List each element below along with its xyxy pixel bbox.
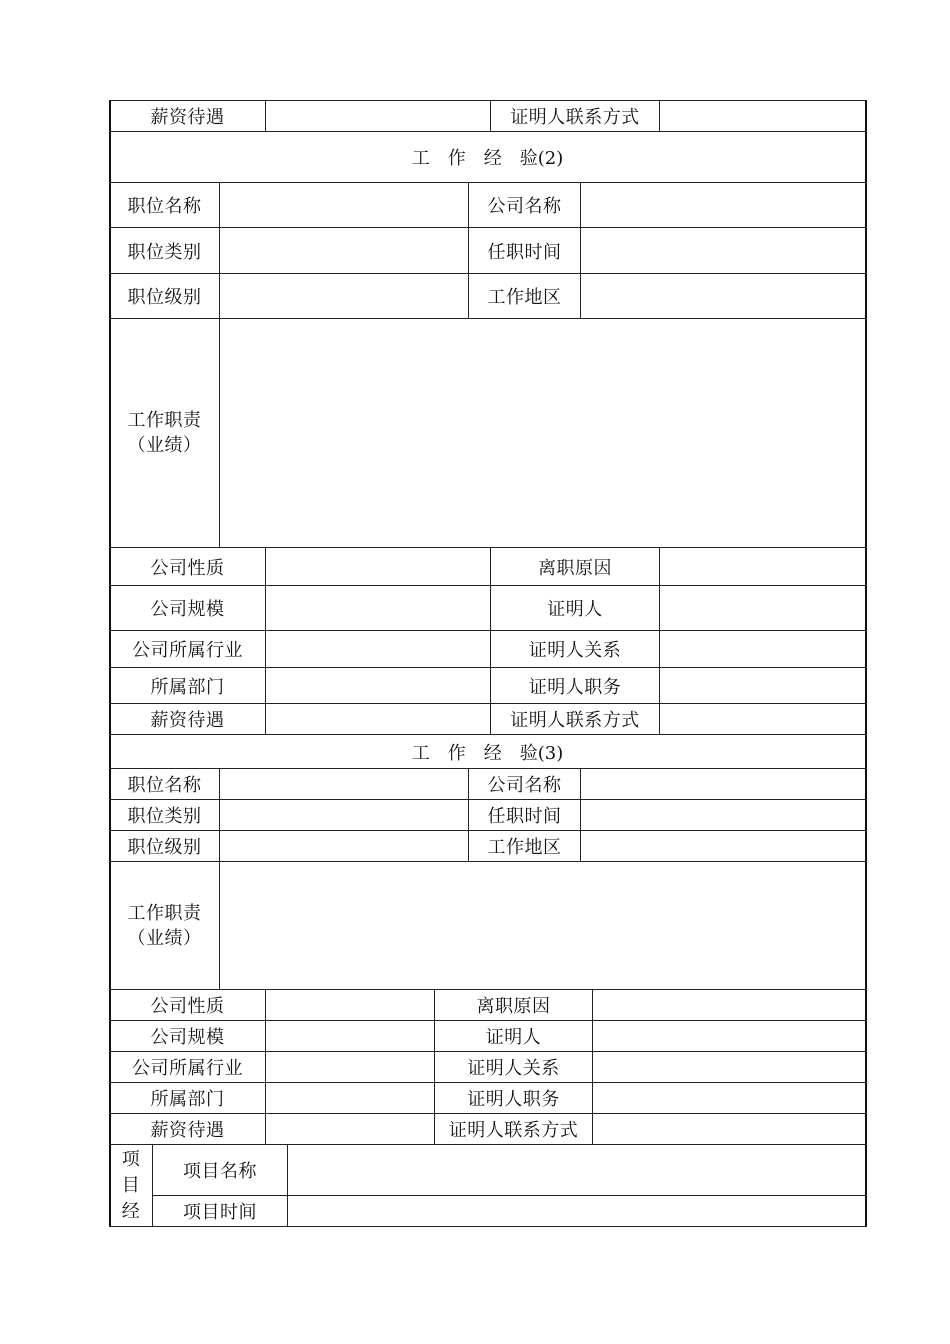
company-name-label: 公司名称 [487,775,562,796]
referee-contact-field[interactable] [660,101,865,131]
position-level-label: 职位级别 [127,837,202,858]
company-size-label: 公司规模 [150,1027,225,1048]
industry-field[interactable] [266,631,490,667]
company-nature-field[interactable] [266,990,434,1020]
project-name-field[interactable] [288,1145,865,1195]
salary-value-field[interactable] [266,101,490,131]
referee-contact-label: 证明人联系方式 [510,710,640,731]
duties-label-line1: 工作职责 [127,902,202,924]
referee-contact-label: 证明人联系方式 [448,1120,579,1141]
section-title-char: 作 [447,148,466,169]
department-label: 所属部门 [150,1089,225,1110]
leaving-reason-label: 离职原因 [476,996,551,1017]
company-name-field[interactable] [581,769,865,799]
tenure-field[interactable] [581,228,865,273]
side-char: 项 [121,1148,141,1170]
company-nature-field[interactable] [266,548,490,585]
position-name-label: 职位名称 [127,775,202,796]
salary-label: 薪资待遇 [150,1120,225,1141]
section-title-char: 工 [411,742,430,764]
tenure-field[interactable] [581,800,865,830]
company-size-field[interactable] [266,586,490,630]
referee-label: 证明人 [485,1027,542,1048]
company-name-label: 公司名称 [487,196,562,217]
company-nature-label: 公司性质 [150,996,225,1017]
department-field[interactable] [266,668,490,703]
referee-relation-field[interactable] [660,631,865,667]
industry-label: 公司所属行业 [132,640,243,661]
referee-title-label: 证明人职务 [528,676,622,698]
industry-field[interactable] [266,1052,434,1082]
work-region-field[interactable] [581,831,865,861]
leaving-reason-field[interactable] [660,548,865,585]
project-experience-side-label [110,1145,152,1226]
section-title-char: 工 [411,148,430,169]
referee-title-field[interactable] [593,1083,865,1113]
position-level-field[interactable] [220,274,468,318]
section-title-char: 经 [483,148,502,169]
position-name-field[interactable] [220,769,468,799]
section-title-work-experience-2 [110,132,865,182]
salary-field[interactable] [266,704,490,734]
referee-contact-field[interactable] [660,704,865,734]
duties-label-line2: （业绩） [127,435,202,456]
referee-title-label: 证明人职务 [467,1089,560,1110]
section-title-char: 作 [447,742,466,764]
position-category-label: 职位类别 [127,806,202,827]
tenure-label: 任职时间 [487,241,562,263]
section-title-char: 经 [483,742,502,764]
duties-label-line1: 工作职责 [127,410,202,431]
work-region-field[interactable] [581,274,865,318]
side-char: 目 [121,1174,141,1196]
position-level-label: 职位级别 [127,287,202,308]
position-name-field[interactable] [220,183,468,227]
referee-field[interactable] [593,1021,865,1051]
leaving-reason-field[interactable] [593,990,865,1020]
side-char: 经 [121,1200,141,1222]
leaving-reason-label: 离职原因 [538,557,612,579]
duties-label [110,862,219,989]
tenure-label: 任职时间 [487,806,562,827]
industry-label: 公司所属行业 [132,1058,243,1079]
company-size-field[interactable] [266,1021,434,1051]
department-field[interactable] [266,1083,434,1113]
referee-contact-field[interactable] [593,1114,865,1144]
table-right-border [865,100,867,1227]
company-size-label: 公司规模 [150,599,225,620]
project-time-label: 项目时间 [183,1202,257,1223]
duties-field[interactable] [220,862,865,989]
referee-relation-label: 证明人关系 [467,1058,560,1079]
position-category-field[interactable] [220,228,468,273]
referee-field[interactable] [660,586,865,630]
position-level-field[interactable] [220,831,468,861]
referee-relation-label: 证明人关系 [528,640,622,661]
duties-label [110,319,219,547]
department-label: 所属部门 [150,676,225,698]
referee-contact-label: 证明人联系方式 [510,107,640,128]
rule [109,1226,867,1227]
position-category-field[interactable] [220,800,468,830]
position-category-label: 职位类别 [127,241,202,263]
section-title-work-experience-3 [110,735,865,768]
duties-label-line2: （业绩） [127,927,202,949]
salary-label: 薪资待遇 [150,710,225,731]
project-time-field[interactable] [288,1196,865,1226]
project-name-label: 项目名称 [183,1161,257,1182]
salary-label: 薪资待遇 [150,107,225,128]
section-title-char: 验(2) [519,148,564,169]
salary-field[interactable] [266,1114,434,1144]
section-title-char: 验(3) [519,742,564,764]
duties-field[interactable] [220,319,865,547]
position-name-label: 职位名称 [127,196,202,217]
work-region-label: 工作地区 [487,837,562,858]
referee-title-field[interactable] [660,668,865,703]
referee-label: 证明人 [547,599,603,620]
company-nature-label: 公司性质 [150,557,225,579]
work-region-label: 工作地区 [487,287,562,308]
company-name-field[interactable] [581,183,865,227]
referee-relation-field[interactable] [593,1052,865,1082]
